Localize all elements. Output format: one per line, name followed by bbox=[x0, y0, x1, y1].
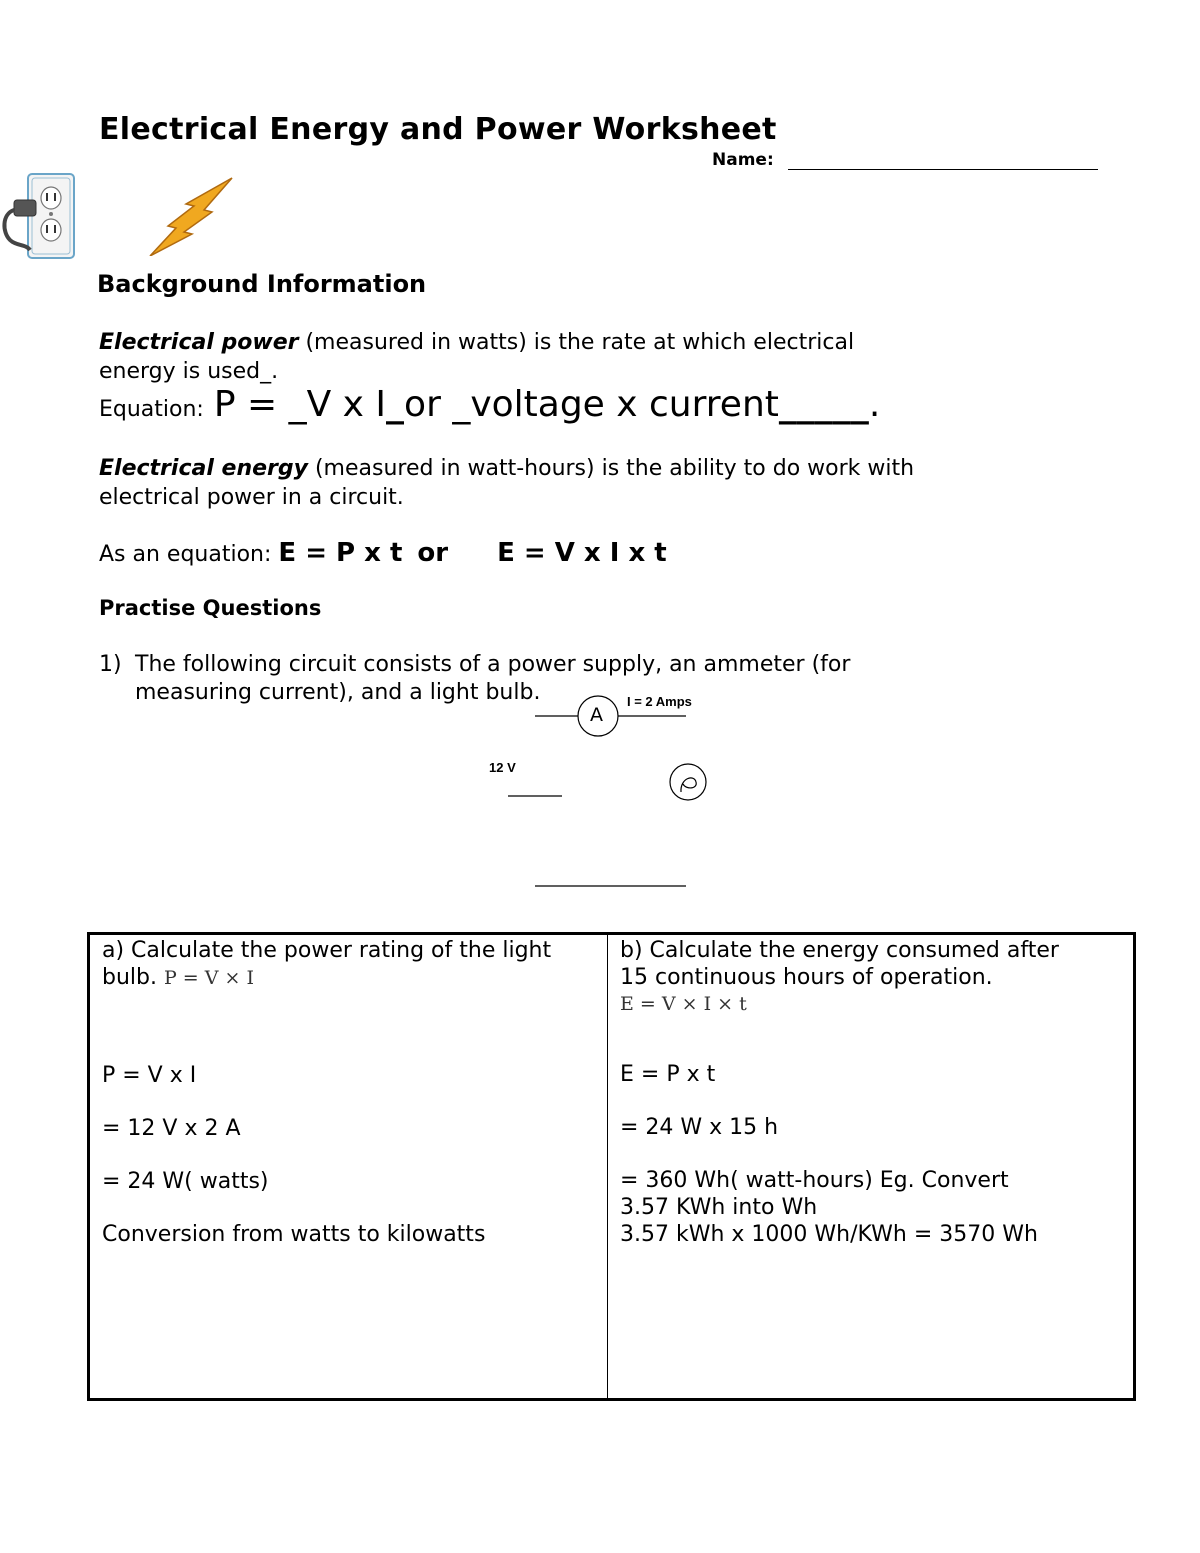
power-outlet-icon bbox=[0, 170, 80, 262]
background-heading: Background Information bbox=[97, 270, 427, 298]
part-b-conversion-1: = 360 Wh( watt-hours) Eg. Convert bbox=[620, 1168, 1009, 1193]
part-b-prompt-line2: 15 continuous hours of operation. bbox=[620, 965, 993, 990]
power-term: Electrical power bbox=[99, 330, 299, 355]
practise-heading: Practise Questions bbox=[99, 596, 322, 620]
lightning-bolt-icon bbox=[146, 176, 236, 256]
circuit-diagram bbox=[480, 692, 740, 892]
question-1-line2: measuring current), and a light bulb. bbox=[135, 680, 541, 705]
ammeter-label: A bbox=[590, 704, 603, 726]
question-1-number: 1) bbox=[99, 652, 122, 677]
power-definition bbox=[99, 328, 1099, 386]
worksheet-title: Electrical Energy and Power Worksheet bbox=[99, 112, 777, 147]
spacer bbox=[102, 1195, 595, 1221]
spacer bbox=[102, 1089, 595, 1115]
part-a-step-2: = 12 V x 2 A bbox=[102, 1116, 241, 1141]
part-b-formula: E = V × I × t bbox=[620, 993, 747, 1015]
part-b-cell[interactable] bbox=[608, 934, 1135, 1400]
part-b-prompt-line1: b) Calculate the energy consumed after bbox=[620, 938, 1059, 963]
part-a-step-1: P = V x I bbox=[102, 1063, 197, 1088]
part-a-prompt-line2-row bbox=[102, 964, 595, 992]
energy-equation-label: As an equation: bbox=[99, 542, 272, 567]
part-a-prompt-line1: a) Calculate the power rating of the light bbox=[102, 938, 552, 963]
voltage-label: 12 V bbox=[489, 760, 516, 775]
energy-def-line1: (measured in watt-hours) is the ability to do work with bbox=[307, 456, 915, 481]
equation-label: Equation: bbox=[99, 397, 204, 422]
part-a-prompt-line2: bulb. bbox=[102, 965, 157, 990]
name-label: Name: bbox=[712, 150, 774, 170]
answer-table bbox=[87, 932, 1136, 1401]
part-a-step-3: = 24 W( watts) bbox=[102, 1169, 269, 1194]
part-a-cell[interactable] bbox=[89, 934, 608, 1400]
part-b-step-1: E = P x t bbox=[620, 1062, 716, 1087]
power-equation-text: P = _V x I_or _voltage x current_____. bbox=[213, 384, 881, 425]
part-a-formula: P = V × I bbox=[163, 967, 254, 989]
energy-def-line2: electrical power in a circuit. bbox=[99, 485, 404, 510]
spacer bbox=[620, 1141, 1121, 1167]
spacer bbox=[620, 1018, 1121, 1061]
energy-equation bbox=[99, 538, 667, 568]
spacer bbox=[102, 1142, 595, 1168]
energy-term: Electrical energy bbox=[99, 456, 308, 481]
light-bulb-icon bbox=[670, 764, 706, 800]
part-b-conversion-2: 3.57 KWh into Wh bbox=[620, 1195, 818, 1220]
energy-equation-or: or bbox=[417, 538, 449, 568]
current-label: I = 2 Amps bbox=[627, 694, 692, 709]
energy-equation-1: E = P x t bbox=[278, 538, 403, 568]
power-def-line1: (measured in watts) is the rate at which electrical bbox=[298, 330, 855, 355]
energy-equation-2: E = V x I x t bbox=[497, 538, 667, 568]
spacer bbox=[102, 992, 595, 1062]
spacer bbox=[620, 1088, 1121, 1114]
part-b-step-2: = 24 W x 15 h bbox=[620, 1115, 779, 1140]
power-equation bbox=[99, 384, 880, 425]
part-a-step-4: Conversion from watts to kilowatts bbox=[102, 1222, 486, 1247]
name-blank-line[interactable] bbox=[788, 151, 1098, 170]
name-field[interactable] bbox=[712, 150, 1098, 170]
energy-definition bbox=[99, 454, 1099, 512]
question-1-line1: The following circuit consists of a power supply, an ammeter (for bbox=[135, 652, 851, 677]
circuit-wires bbox=[480, 692, 740, 892]
power-def-line2: energy is used_. bbox=[99, 359, 279, 384]
part-b-conversion-3: 3.57 kWh x 1000 Wh/KWh = 3570 Wh bbox=[620, 1222, 1038, 1247]
